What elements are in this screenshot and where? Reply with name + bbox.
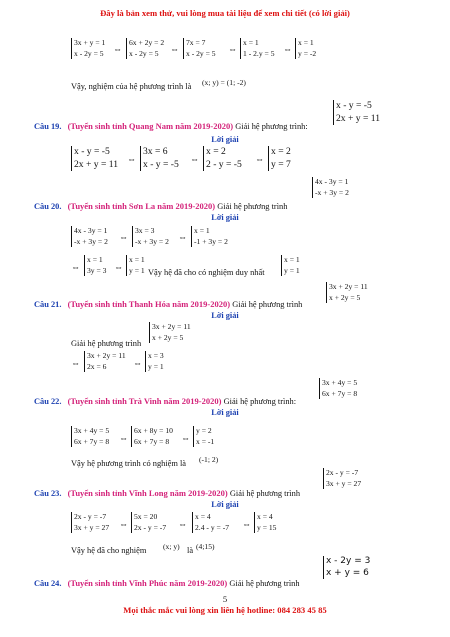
system-step [193,426,214,447]
equation: 3x + y = 27 [326,478,362,488]
equation: x = 1 [129,255,145,264]
question-prompt: Giải hệ phương trình [229,579,300,588]
equivalence-arrow: ⇔ [181,433,190,443]
solution-label: Lời giải [211,408,239,417]
system-step [71,426,109,447]
question-21 [34,299,302,309]
system-step [71,146,118,171]
system-step [183,38,216,59]
equation: 3x = 6 [143,146,168,157]
equation: 6x + 7y = 8 [322,388,358,398]
system-step [71,38,105,59]
answer-variable: (x; y) [163,542,180,551]
system-step [203,146,242,171]
question-19 [34,121,308,131]
system-step [295,38,316,59]
equation: x + 2y = 5 [329,292,361,302]
equation: x - y = -5 [143,158,179,170]
system-step [132,226,169,247]
equation: 3x + 2y = 11 [152,322,191,331]
problem-system [319,378,357,399]
equivalence-arrow: ⇔ [71,262,80,272]
question-source: (Tuyển sinh tỉnh Thanh Hóa năm 2019-2020) [67,299,231,309]
equation: 6x + 7y = 8 [134,436,170,446]
question-prompt: Giải hệ phương trình: [223,397,297,406]
question-label: Câu 19. [34,122,62,131]
page-number: 5 [222,594,228,604]
equivalence-arrow: ⇔ [255,154,264,164]
question-label: Câu 24. [34,579,62,588]
conclusion-text: Vậy hệ phương trình có nghiệm là [71,459,187,468]
equation: x = 2 [206,146,226,157]
system-step [254,512,276,533]
problem-system [333,100,380,125]
equation: y = 7 [271,158,291,170]
system-step [131,512,166,533]
equation: y = 1 [148,361,164,371]
equivalence-arrow: ⇔ [119,519,128,529]
equation: x = 4 [195,512,211,521]
equation: x - y = -5 [336,100,372,111]
equation: x = 1 [87,255,103,264]
intro-text: Giải hệ phương trình [71,339,142,348]
problem-system [323,556,370,579]
question-source: (Tuyển sinh tỉnh Quang Nam năm 2019-2020) [67,121,234,131]
question-source: (Tuyển sinh tỉnh Sơn La năm 2019-2020) [67,201,216,211]
question-24 [34,578,300,588]
equivalence-arrow: ⇔ [283,44,292,54]
equation: 6x + 8y = 10 [134,426,173,435]
problem-system [326,282,368,303]
equation: x - 2y = 5 [129,48,159,58]
question-source: (Tuyển sinh tỉnh Trà Vinh năm 2019-2020) [67,396,222,406]
solution-label: Lời giải [211,311,239,320]
equation: x = 4 [257,512,273,521]
equivalence-arrow: ⇔ [71,358,80,368]
question-prompt: Giải hệ phương trình [217,202,288,211]
header-banner: Đây là bản xem thử, vui lòng mua tài liệu để xem chi tiết (có lời giải) [100,8,350,18]
question-23 [34,488,300,498]
answer-connector: là [187,546,194,555]
equation: x - y = -5 [74,146,110,157]
system-step [126,38,164,59]
equation: x - 2y = 5 [74,48,104,58]
equation: y = -2 [298,48,317,58]
equation: 3x + 2y = 11 [329,282,368,291]
equation: x - 2y = 3 [326,556,371,566]
equation: x = 1 [194,226,210,235]
equation: -x + 3y = 2 [74,236,108,246]
equation: x - 2y = 5 [186,48,216,58]
system-step [84,351,126,372]
equation: -x + 3y = 2 [135,236,169,246]
question-prompt: Giải hệ phương trình: [235,122,308,131]
equation: 2x + y = 11 [74,158,119,170]
answer: (4;15) [196,542,215,551]
equation: 3x + 4y = 5 [74,426,110,435]
answer: (x; y) = (1; -2) [202,78,246,87]
system-step [131,426,173,447]
question-prompt: Giải hệ phương trình [232,300,303,309]
equivalence-arrow: ⇔ [242,519,251,529]
equation: x = -1 [196,436,215,446]
equation: 2x - y = -7 [74,512,107,521]
equation: 6x + 2y = 2 [129,38,165,47]
system-step [126,255,145,276]
equation: 1 - 2.y = 5 [243,48,275,58]
equation: 3x + y = 1 [74,38,106,47]
system-step [71,512,109,533]
question-source: (Tuyển sinh tỉnh Vĩnh Phúc năm 2019-2020) [67,578,228,588]
equation: 2x - y = -7 [326,468,359,477]
question-source: (Tuyển sinh tỉnh Vĩnh Long năm 2019-2020) [67,488,228,498]
system-step [71,226,108,247]
footer-banner: Mọi thắc mắc vui lòng xin liên hệ hotline: 084 283 45 85 [123,605,327,615]
equation: y = 1 [129,265,145,275]
equivalence-arrow: ⇔ [127,154,136,164]
equation: y = 2 [196,426,212,435]
solution-label: Lời giải [211,500,239,509]
equation: 2.4 - y = -7 [195,522,230,532]
equation: 3x + 2y = 11 [87,351,126,360]
equation: 3x + y = 27 [74,522,110,532]
system-step [240,38,275,59]
equivalence-arrow: ⇔ [190,154,199,164]
system-step [268,146,291,171]
system-step [145,351,164,372]
system-step [192,512,229,533]
system-step [191,226,228,247]
equation: 4x - 3y = 1 [74,226,108,235]
equation: y = 15 [257,522,277,532]
equivalence-arrow: ⇔ [114,262,123,272]
equation: 3x = 3 [135,226,155,235]
question-label: Câu 22. [34,397,62,406]
equation: -1 + 3y = 2 [194,236,228,246]
equivalence-arrow: ⇔ [178,519,187,529]
equivalence-arrow: ⇔ [178,232,187,242]
system-step [149,322,191,343]
equation: 6x + 7y = 8 [74,436,110,446]
equation: 7x = 7 [186,38,206,47]
equivalence-arrow: ⇔ [119,232,128,242]
problem-system [323,468,361,489]
equation: 2 - y = -5 [206,158,242,170]
equation: x + y = 6 [326,567,369,578]
equation: x = 2 [271,146,291,157]
question-20 [34,201,287,211]
equivalence-arrow: ⇔ [170,44,179,54]
question-prompt: Giải hệ phương trình [229,489,300,498]
question-label: Câu 21. [34,300,62,309]
system-step [140,146,179,171]
equation: 4x - 3y = 1 [315,177,349,186]
conclusion-text: Vậy hệ đã cho nghiệm [71,546,147,555]
solution-label: Lời giải [211,135,239,144]
equivalence-arrow: ⇔ [228,44,237,54]
question-label: Câu 23. [34,489,62,498]
question-label: Câu 20. [34,202,62,211]
question-22 [34,396,296,406]
answer-system [281,255,300,276]
equation: x = 1 [298,38,314,47]
equation: x + 2y = 5 [152,332,184,342]
equation: 2x - y = -7 [134,522,167,532]
equation: x = 3 [148,351,164,360]
equation: x = 1 [243,38,259,47]
answer: (-1; 2) [199,455,219,464]
equation: 2x = 6 [87,361,107,371]
equivalence-arrow: ⇔ [119,433,128,443]
equivalence-arrow: ⇔ [133,358,142,368]
equation: x = 1 [284,255,300,264]
equation: 3x + 4y = 5 [322,378,358,387]
equation: -x + 3y = 2 [315,187,349,197]
conclusion-text: Vậy, nghiệm của hệ phương trình là [71,82,192,91]
equation: 2x + y = 11 [336,112,381,124]
solution-label: Lời giải [211,213,239,222]
equivalence-arrow: ⇔ [113,44,122,54]
equation: 3y = 3 [87,265,107,275]
problem-system [312,177,349,198]
equation: 5x = 20 [134,512,158,521]
equation: y = 1 [284,265,300,275]
conclusion-text: Vậy hệ đã cho có nghiệm duy nhất [148,268,265,277]
system-step [84,255,106,276]
